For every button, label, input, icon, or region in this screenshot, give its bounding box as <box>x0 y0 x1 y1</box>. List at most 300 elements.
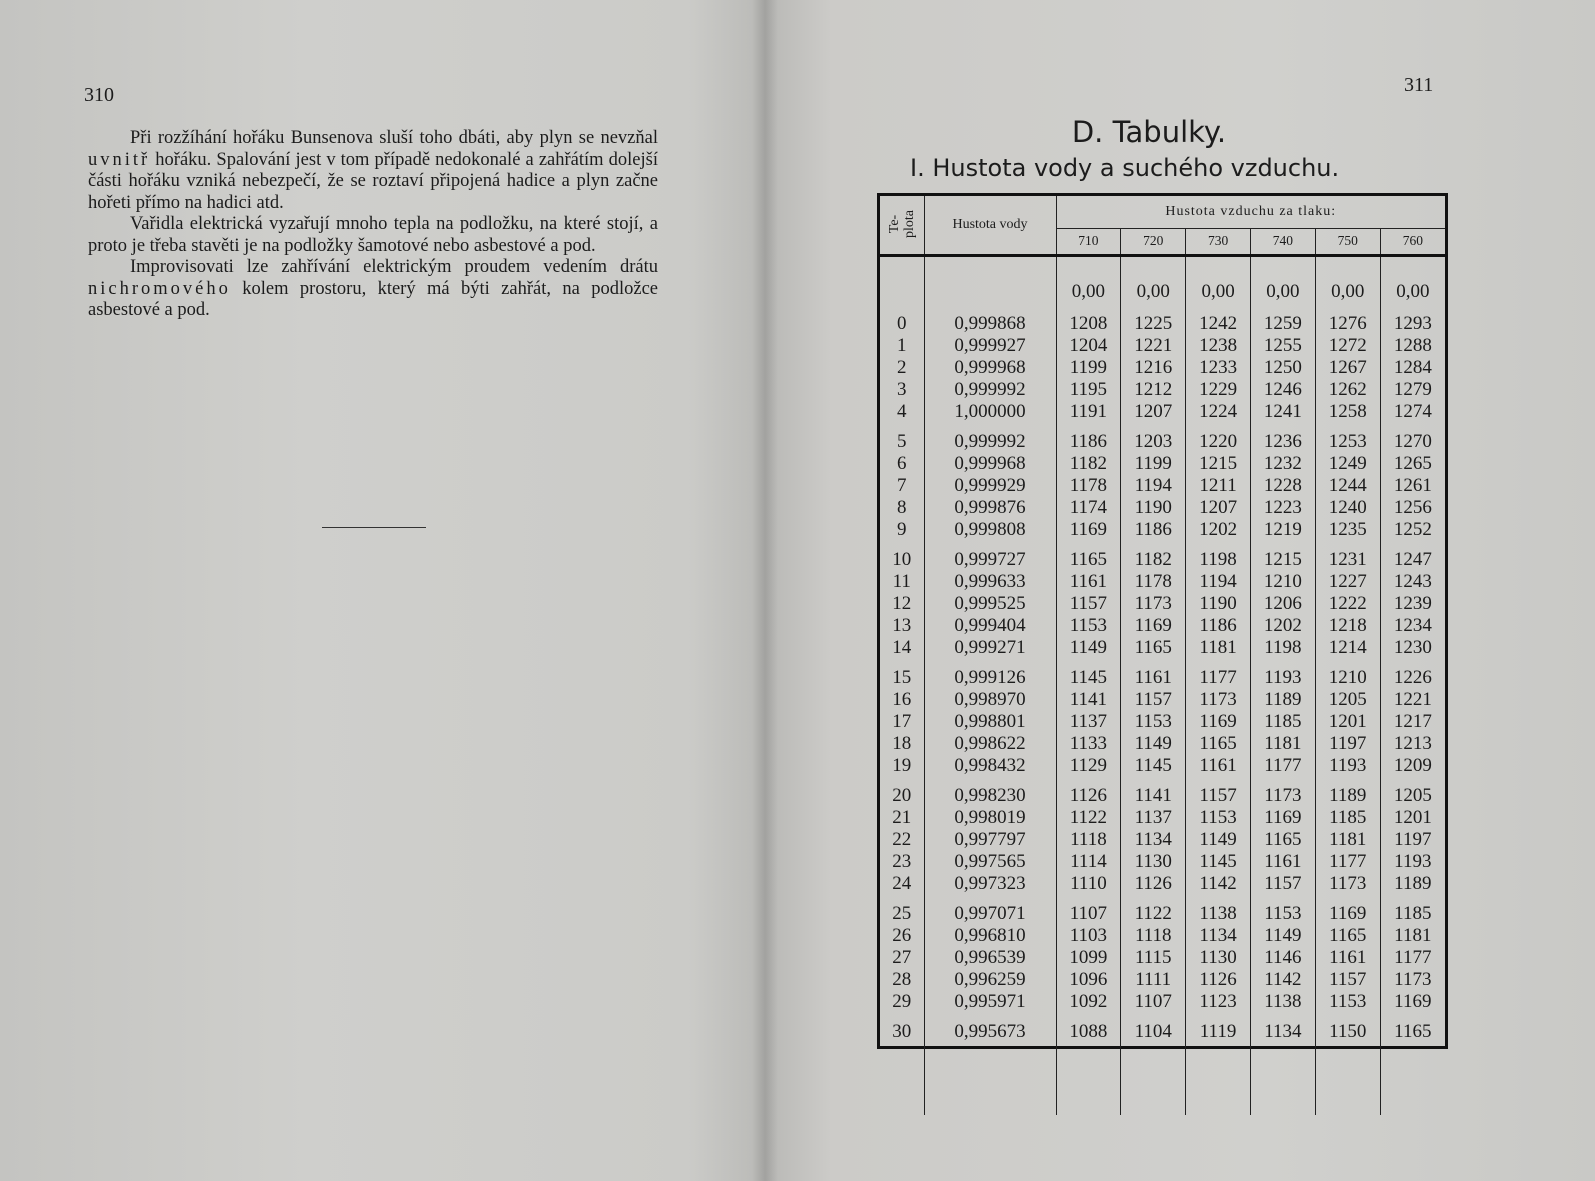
cell-air-density: 1217 <box>1393 711 1432 732</box>
cell-air-density: 1186 <box>1056 423 1121 453</box>
body-paragraph <box>88 128 658 214</box>
cell-water-density: 0,999968 <box>924 453 1056 475</box>
cell-air-density: 1274 <box>1393 401 1432 422</box>
cell-air-density: 1103 <box>1056 925 1121 947</box>
table-row <box>880 475 1445 497</box>
cell-temperature: 24 <box>880 873 924 895</box>
cell-empty <box>924 1057 1056 1115</box>
cell-temperature: 21 <box>880 807 924 829</box>
cell-air-density: 1169 <box>1315 895 1380 925</box>
cell-air-density: 1145 <box>1186 851 1251 873</box>
cell-water-density: 0,996810 <box>924 925 1056 947</box>
cell-air-density: 1181 <box>1186 637 1251 659</box>
section-end-rule <box>322 527 426 528</box>
cell-air-density: 1221 <box>1121 335 1186 357</box>
left-page-body-text <box>88 128 658 322</box>
table-row <box>880 659 1445 689</box>
cell-air-density: 1130 <box>1186 947 1251 969</box>
cell-air-density: 1259 <box>1250 305 1315 335</box>
cell-water-density: 0,997797 <box>924 829 1056 851</box>
cell-air-density: 1157 <box>1250 873 1315 895</box>
cell-water-density: 0,998230 <box>924 777 1056 807</box>
cell-temperature: 27 <box>880 947 924 969</box>
cell-air-density: 1153 <box>1315 991 1380 1013</box>
cell-air-density: 1177 <box>1186 659 1251 689</box>
cell-air-density: 1165 <box>1315 925 1380 947</box>
cell-air-density: 1111 <box>1121 969 1186 991</box>
cell-air-density: 1126 <box>1121 873 1186 895</box>
cell-air-density: 1181 <box>1250 733 1315 755</box>
cell-air-density: 1145 <box>1121 755 1186 777</box>
cell-air-density: 1206 <box>1250 593 1315 615</box>
cell-temperature: 6 <box>880 453 924 475</box>
cell-air-density: 1096 <box>1056 969 1121 991</box>
cell-temperature: 26 <box>880 925 924 947</box>
emphasized-word: uvnitř <box>88 149 151 170</box>
cell-empty <box>1056 1057 1121 1115</box>
table-row <box>880 519 1445 541</box>
cell-air-density: 1141 <box>1056 689 1121 711</box>
table-title: I. Hustota vody a suchého vzduchu. <box>910 154 1340 182</box>
emphasized-word: nichromového <box>88 278 231 299</box>
cell-water-density: 0,997565 <box>924 851 1056 873</box>
cell-air-density: 1133 <box>1056 733 1121 755</box>
cell-air-density: 1191 <box>1056 401 1121 423</box>
cell-air-density: 1126 <box>1056 777 1121 807</box>
cell-temperature: 5 <box>880 423 924 453</box>
cell-air-density: 1197 <box>1315 733 1380 755</box>
cell-air-density: 1288 <box>1393 335 1432 356</box>
table-row <box>880 423 1445 453</box>
cell-air-density: 1226 <box>1393 667 1432 688</box>
table-row <box>880 733 1445 755</box>
cell-air-density: 1185 <box>1394 903 1432 924</box>
cell-air-density: 1186 <box>1186 615 1251 637</box>
cell-air-density: 1169 <box>1056 519 1121 541</box>
table-row <box>880 755 1445 777</box>
cell-temperature: 23 <box>880 851 924 873</box>
cell-air-density: 1228 <box>1250 475 1315 497</box>
cell-temperature: 13 <box>880 615 924 637</box>
cell-air-density: 1146 <box>1250 947 1315 969</box>
header-air-density: Hustota vzduchu za tlaku: <box>1056 196 1445 228</box>
cell-air-density: 1161 <box>1250 851 1315 873</box>
cell-temperature: 15 <box>880 659 924 689</box>
cell-air-density: 1231 <box>1315 541 1380 571</box>
cell-water-density: 0,996259 <box>924 969 1056 991</box>
cell-air-density: 1189 <box>1394 873 1432 894</box>
cell-air-density: 1107 <box>1121 991 1186 1013</box>
cell-air-density: 1249 <box>1315 453 1380 475</box>
paragraph-text: Vařidla elektrická vyzařují mnoho tepla na podložku, na které stojí, a proto je třeba stavěti je na podložky šamotové nebo asbestové a pod. <box>88 214 658 256</box>
cell-air-density: 1205 <box>1315 689 1380 711</box>
cell-temperature: 3 <box>880 379 924 401</box>
cell-air-density: 1149 <box>1121 733 1186 755</box>
density-table-frame <box>877 193 1448 1049</box>
header-pressure-720: 720 <box>1121 228 1186 255</box>
cell-air-density: 1141 <box>1121 777 1186 807</box>
cell-air-density: 1193 <box>1315 755 1380 777</box>
cell-water-density: 0,998970 <box>924 689 1056 711</box>
cell-air-density: 1267 <box>1315 357 1380 379</box>
cell-water-density: 0,999927 <box>924 335 1056 357</box>
paragraph-text: Improvisovati lze zahřívání elektrickým proudem vedením drátu <box>130 257 658 277</box>
cell-air-density: 1230 <box>1393 637 1432 658</box>
cell-air-density: 1224 <box>1186 401 1251 423</box>
cell-air-density: 1181 <box>1394 925 1432 946</box>
cell-air-density: 1149 <box>1250 925 1315 947</box>
cell-air-density: 1202 <box>1250 615 1315 637</box>
cell-empty <box>1186 1057 1251 1115</box>
cell-air-density: 1115 <box>1121 947 1186 969</box>
cell-air-density: 1169 <box>1250 807 1315 829</box>
header-pressure-760: 760 <box>1380 228 1445 255</box>
cell-unit-prefix: 0,00 <box>1315 256 1380 306</box>
cell-temperature: 4 <box>880 401 924 423</box>
cell-water-density: 0,997323 <box>924 873 1056 895</box>
cell-unit-prefix: 0,00 <box>1121 256 1186 306</box>
cell-air-density: 1236 <box>1250 423 1315 453</box>
cell-temperature: 2 <box>880 357 924 379</box>
cell-water-density: 0,999525 <box>924 593 1056 615</box>
cell-air-density: 1110 <box>1056 873 1121 895</box>
cell-empty <box>880 1057 924 1115</box>
cell-air-density: 1119 <box>1186 1013 1251 1057</box>
cell-air-density: 1203 <box>1121 423 1186 453</box>
page-number-left: 310 <box>84 84 114 106</box>
header-pressure-730: 730 <box>1186 228 1251 255</box>
table-row <box>880 851 1445 873</box>
cell-air-density: 1157 <box>1056 593 1121 615</box>
cell-air-density: 1246 <box>1250 379 1315 401</box>
table-row <box>880 711 1445 733</box>
cell-air-density: 1173 <box>1394 969 1432 990</box>
cell-temperature: 18 <box>880 733 924 755</box>
body-paragraph <box>88 257 658 322</box>
book-gutter <box>752 0 778 1181</box>
cell-temperature: 28 <box>880 969 924 991</box>
cell-air-density: 1186 <box>1121 519 1186 541</box>
table-row <box>880 571 1445 593</box>
header-temperature-label: Te- plota <box>886 210 917 238</box>
cell-temperature: 9 <box>880 519 924 541</box>
header-pressure-750: 750 <box>1315 228 1380 255</box>
cell-air-density: 1177 <box>1250 755 1315 777</box>
table-row <box>880 615 1445 637</box>
table-row <box>880 453 1445 475</box>
cell-air-density: 1122 <box>1121 895 1186 925</box>
cell-air-density: 1204 <box>1056 335 1121 357</box>
section-heading: D. Tabulky. <box>1071 115 1227 149</box>
cell-unit-prefix: 0,00 <box>1186 256 1251 306</box>
cell-temperature: 22 <box>880 829 924 851</box>
cell-air-density: 1137 <box>1121 807 1186 829</box>
cell-unit-prefix: 0,00 <box>1250 256 1315 306</box>
cell-temperature: 10 <box>880 541 924 571</box>
cell-air-density: 1194 <box>1121 475 1186 497</box>
cell-air-density: 1129 <box>1056 755 1121 777</box>
cell-air-density: 1205 <box>1393 785 1432 806</box>
cell-air-density: 1261 <box>1393 475 1432 496</box>
cell-air-density: 1284 <box>1393 357 1432 378</box>
cell-air-density: 1219 <box>1250 519 1315 541</box>
table-row <box>880 689 1445 711</box>
cell-air-density: 1177 <box>1394 947 1432 968</box>
cell-air-density: 1201 <box>1393 807 1432 828</box>
cell-water-density: 0,999968 <box>924 357 1056 379</box>
table-row <box>880 305 1445 335</box>
cell-air-density: 1235 <box>1315 519 1380 541</box>
cell-air-density: 1225 <box>1121 305 1186 335</box>
cell-air-density: 1189 <box>1315 777 1380 807</box>
cell-air-density: 1126 <box>1186 969 1251 991</box>
cell-air-density: 1185 <box>1315 807 1380 829</box>
cell-air-density: 1194 <box>1186 571 1251 593</box>
cell-air-density: 1185 <box>1250 711 1315 733</box>
cell-temperature: 14 <box>880 637 924 659</box>
cell-air-density: 1221 <box>1393 689 1432 710</box>
cell-temperature: 16 <box>880 689 924 711</box>
table-row <box>880 357 1445 379</box>
cell-air-density: 1207 <box>1121 401 1186 423</box>
cell-air-density: 1215 <box>1250 541 1315 571</box>
cell-air-density: 1199 <box>1056 357 1121 379</box>
cell-water-density: 0,998432 <box>924 755 1056 777</box>
cell-water-density: 0,996539 <box>924 947 1056 969</box>
cell-air-density: 1270 <box>1393 431 1432 452</box>
cell-water-density: 0,999929 <box>924 475 1056 497</box>
cell-air-density: 1169 <box>1121 615 1186 637</box>
cell-air-density: 1165 <box>1056 541 1121 571</box>
cell-air-density: 1244 <box>1315 475 1380 497</box>
cell-air-density: 1190 <box>1121 497 1186 519</box>
cell-air-density: 1252 <box>1393 519 1432 540</box>
cell-air-density: 1238 <box>1186 335 1251 357</box>
cell-air-density: 1153 <box>1121 711 1186 733</box>
cell-empty <box>1380 1057 1445 1115</box>
cell-air-density: 1265 <box>1393 453 1432 474</box>
cell-air-density: 1149 <box>1056 637 1121 659</box>
table-row <box>880 969 1445 991</box>
cell-air-density: 1240 <box>1315 497 1380 519</box>
cell-air-density: 1169 <box>1394 991 1432 1012</box>
table-row <box>880 401 1445 423</box>
cell-air-density: 1210 <box>1315 659 1380 689</box>
cell-water-density: 0,998019 <box>924 807 1056 829</box>
header-temperature <box>880 196 924 256</box>
table-row <box>880 807 1445 829</box>
cell-air-density: 1153 <box>1250 895 1315 925</box>
cell-air-density: 1134 <box>1250 1013 1315 1057</box>
cell-unit-prefix: 0,00 <box>1396 281 1430 302</box>
cell-air-density: 1262 <box>1315 379 1380 401</box>
cell-air-density: 1174 <box>1056 497 1121 519</box>
cell-air-density: 1272 <box>1315 335 1380 357</box>
cell-water-density: 0,999808 <box>924 519 1056 541</box>
cell-air-density: 1202 <box>1186 519 1251 541</box>
cell-temperature: 8 <box>880 497 924 519</box>
cell-air-density: 1216 <box>1121 357 1186 379</box>
table-row <box>880 829 1445 851</box>
cell-air-density: 1241 <box>1250 401 1315 423</box>
cell-air-density: 1122 <box>1056 807 1121 829</box>
cell-air-density: 1243 <box>1393 571 1432 592</box>
table-filler-row <box>880 1057 1445 1115</box>
cell-air-density: 1208 <box>1056 305 1121 335</box>
cell-air-density: 1182 <box>1121 541 1186 571</box>
cell-air-density: 1137 <box>1056 711 1121 733</box>
cell-water-density: 0,999992 <box>924 423 1056 453</box>
header-pressure-740: 740 <box>1250 228 1315 255</box>
cell-air-density: 1213 <box>1393 733 1432 754</box>
cell-air-density: 1201 <box>1315 711 1380 733</box>
cell-air-density: 1195 <box>1056 379 1121 401</box>
cell-air-density: 1088 <box>1056 1013 1121 1057</box>
cell-temperature: 1 <box>880 335 924 357</box>
cell-air-density: 1165 <box>1394 1021 1432 1042</box>
cell-air-density: 1142 <box>1186 873 1251 895</box>
cell-air-density: 1214 <box>1315 637 1380 659</box>
page-number-right: 311 <box>1404 74 1434 96</box>
cell-air-density: 1229 <box>1186 379 1251 401</box>
cell-air-density: 1161 <box>1186 755 1251 777</box>
cell-temperature: 0 <box>880 305 924 335</box>
cell-air-density: 1161 <box>1121 659 1186 689</box>
cell-air-density: 1173 <box>1250 777 1315 807</box>
table-row <box>880 335 1445 357</box>
cell-air-density: 1199 <box>1121 453 1186 475</box>
cell-air-density: 1118 <box>1121 925 1186 947</box>
table-row <box>880 637 1445 659</box>
density-table <box>880 196 1445 1115</box>
cell-temperature: 12 <box>880 593 924 615</box>
cell-temperature: 19 <box>880 755 924 777</box>
cell-water-density: 0,999271 <box>924 637 1056 659</box>
cell-unit-prefix: 0,00 <box>1056 256 1121 306</box>
cell-air-density: 1197 <box>1394 829 1432 850</box>
table-row <box>880 593 1445 615</box>
cell-air-density: 1247 <box>1393 549 1432 570</box>
cell-water-density: 0,999727 <box>924 541 1056 571</box>
cell-water-density: 0,999868 <box>924 305 1056 335</box>
table-row <box>880 947 1445 969</box>
cell-air-density: 1182 <box>1056 453 1121 475</box>
cell-air-density: 1130 <box>1121 851 1186 873</box>
table-row <box>880 895 1445 925</box>
paragraph-text: Při rozžíhání hořáku Bunsenova sluší toho dbáti, aby plyn se nevzňal <box>130 128 658 148</box>
cell-air-density: 1107 <box>1056 895 1121 925</box>
cell-air-density: 1157 <box>1121 689 1186 711</box>
cell-air-density: 1234 <box>1393 615 1432 636</box>
cell-air-density: 1193 <box>1250 659 1315 689</box>
cell-air-density: 1256 <box>1393 497 1432 518</box>
cell-water-density: 0,999992 <box>924 379 1056 401</box>
cell-air-density: 1157 <box>1186 777 1251 807</box>
cell-air-density: 1189 <box>1250 689 1315 711</box>
cell-water-density: 0,999404 <box>924 615 1056 637</box>
cell-air-density: 1253 <box>1315 423 1380 453</box>
cell-air-density: 1279 <box>1393 379 1432 400</box>
cell-air-density: 1181 <box>1315 829 1380 851</box>
cell-water-density: 0,998622 <box>924 733 1056 755</box>
cell-temperature: 11 <box>880 571 924 593</box>
cell-water-density: 0,997071 <box>924 895 1056 925</box>
cell-air-density: 1145 <box>1056 659 1121 689</box>
cell-air-density: 1209 <box>1393 755 1432 776</box>
cell-air-density: 1210 <box>1250 571 1315 593</box>
cell-air-density: 1222 <box>1315 593 1380 615</box>
cell-air-density: 1150 <box>1315 1013 1380 1057</box>
cell-air-density: 1293 <box>1393 313 1432 334</box>
cell-air-density: 1198 <box>1186 541 1251 571</box>
cell-air-density: 1242 <box>1186 305 1251 335</box>
cell-air-density: 1220 <box>1186 423 1251 453</box>
header-pressure-710: 710 <box>1056 228 1121 255</box>
cell-air-density: 1215 <box>1186 453 1251 475</box>
cell-air-density: 1165 <box>1186 733 1251 755</box>
cell-air-density: 1250 <box>1250 357 1315 379</box>
cell-air-density: 1142 <box>1250 969 1315 991</box>
cell-air-density: 1207 <box>1186 497 1251 519</box>
cell-air-density: 1239 <box>1393 593 1432 614</box>
cell-air-density: 1177 <box>1315 851 1380 873</box>
cell-temperature: 20 <box>880 777 924 807</box>
cell-empty <box>1121 1057 1186 1115</box>
table-row <box>880 777 1445 807</box>
cell-air-density: 1138 <box>1250 991 1315 1013</box>
cell-air-density: 1178 <box>1056 475 1121 497</box>
table-row-unit-prefix <box>880 256 1445 306</box>
table-row <box>880 541 1445 571</box>
cell-water-density: 1,000000 <box>924 401 1056 423</box>
cell-air-density: 1218 <box>1315 615 1380 637</box>
cell-air-density: 1211 <box>1186 475 1251 497</box>
cell-air-density: 1165 <box>1121 637 1186 659</box>
table-row <box>880 497 1445 519</box>
cell-empty <box>880 256 924 306</box>
cell-air-density: 1161 <box>1315 947 1380 969</box>
cell-water-density: 0,995673 <box>924 1013 1056 1057</box>
cell-water-density: 0,995971 <box>924 991 1056 1013</box>
cell-temperature: 25 <box>880 895 924 925</box>
paragraph-text: kolem prostoru, který má býti zahřát, na podložce asbestové a pod. <box>88 278 658 320</box>
paragraph-text: hořáku. Spalování jest v tom případě nedokonalé a zahřátím dolejší části hořáku vzniká nebezpečí, že se roztaví připojená hadice a plyn začne hořeti přímo na hadici atd. <box>88 149 658 213</box>
cell-air-density: 1104 <box>1121 1013 1186 1057</box>
cell-air-density: 1223 <box>1250 497 1315 519</box>
cell-empty <box>1315 1057 1380 1115</box>
cell-air-density: 1233 <box>1186 357 1251 379</box>
cell-air-density: 1134 <box>1186 925 1251 947</box>
cell-air-density: 1212 <box>1121 379 1186 401</box>
cell-air-density: 1169 <box>1186 711 1251 733</box>
cell-air-density: 1190 <box>1186 593 1251 615</box>
body-paragraph <box>88 214 658 257</box>
cell-air-density: 1173 <box>1186 689 1251 711</box>
cell-air-density: 1153 <box>1056 615 1121 637</box>
cell-air-density: 1173 <box>1315 873 1380 895</box>
cell-air-density: 1157 <box>1315 969 1380 991</box>
cell-air-density: 1134 <box>1121 829 1186 851</box>
cell-temperature: 17 <box>880 711 924 733</box>
cell-air-density: 1165 <box>1250 829 1315 851</box>
cell-air-density: 1161 <box>1056 571 1121 593</box>
cell-water-density: 0,998801 <box>924 711 1056 733</box>
table-row <box>880 1013 1445 1057</box>
cell-water-density: 0,999633 <box>924 571 1056 593</box>
cell-air-density: 1227 <box>1315 571 1380 593</box>
cell-air-density: 1153 <box>1186 807 1251 829</box>
cell-water-density: 0,999876 <box>924 497 1056 519</box>
